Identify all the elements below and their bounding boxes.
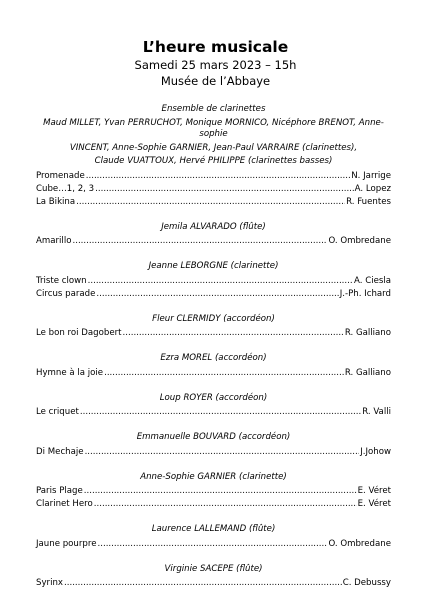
program-title: L’heure musicale	[142, 38, 289, 56]
piece-row	[36, 288, 391, 301]
piece-title: Le bon roi Dagobert	[36, 328, 122, 338]
piece-row	[36, 498, 391, 511]
dot-leader	[88, 275, 353, 288]
program-section	[36, 393, 391, 420]
piece-title: Syrinx	[36, 578, 63, 588]
program-header	[0, 38, 431, 89]
piece-title: Triste clown	[36, 275, 87, 286]
piece-row	[36, 485, 391, 498]
piece-composer: A. Lopez	[354, 183, 391, 194]
piece-title: Di Mechaje	[36, 446, 84, 457]
piece-composer: R. Galliano	[344, 367, 391, 378]
piece-composer: J.-Ph. Ichard	[339, 288, 391, 299]
dot-leader	[86, 170, 351, 183]
piece-composer: R. Galliano	[344, 328, 391, 338]
dot-leader	[96, 288, 338, 301]
dot-leader	[76, 196, 345, 209]
piece-composer: O. Ombredane	[328, 236, 391, 246]
piece-title: Promenade	[36, 170, 85, 181]
performer-line: Jeanne LEBORGNE (clarinette)	[148, 261, 279, 271]
piece-title: Circus parade	[36, 288, 96, 299]
event-date: Samedi 25 mars 2023 – 15h	[134, 58, 297, 72]
piece-row	[36, 183, 391, 196]
piece-row	[36, 367, 391, 380]
dot-leader	[85, 446, 360, 459]
piece-title: Amarillo	[36, 236, 72, 246]
piece-composer: N. Jarrige	[351, 170, 391, 181]
piece-composer: R. Fuentes	[346, 196, 391, 207]
piece-title: Jaune pourpre	[36, 538, 97, 549]
piece-row	[36, 275, 391, 288]
performer-line: Maud MILLET, Yvan PERRUCHOT, Monique MORNICO, Nicéphore BRENOT, Anne-sophie	[43, 117, 384, 139]
program-section	[36, 261, 391, 301]
performer-line: Emmanuelle BOUVARD (accordéon)	[136, 432, 291, 442]
program-section	[36, 104, 391, 209]
piece-title: Hymne à la joie	[36, 367, 104, 378]
performer-line: Loup ROYER (accordéon)	[159, 392, 268, 403]
piece-composer: E. Véret	[357, 499, 391, 509]
dot-leader	[123, 327, 344, 340]
dot-leader	[94, 498, 357, 511]
performer-line: Laurence LALLEMAND (flûte)	[151, 524, 276, 534]
dot-leader	[104, 367, 344, 380]
piece-composer: C. Debussy	[342, 578, 391, 588]
program-section	[36, 524, 391, 551]
performer-line: Virginie SACEPE (flûte)	[164, 563, 263, 574]
program-section	[36, 353, 391, 380]
piece-title: Clarinet Hero	[36, 499, 93, 509]
dot-leader	[64, 577, 342, 590]
piece-composer: E. Véret	[357, 486, 391, 496]
piece-composer: O. Ombredane	[328, 538, 391, 549]
piece-row	[36, 446, 391, 459]
dot-leader	[84, 485, 357, 498]
performer-line: Anne-Sophie GARNIER (clarinette)	[140, 471, 287, 482]
performer-line: VINCENT, Anne-Sophie GARNIER, Jean-Paul VARRAIRE (clarinettes),	[69, 142, 358, 153]
program-section	[36, 314, 391, 341]
dot-leader	[95, 183, 354, 196]
piece-row	[36, 327, 391, 340]
performer-line: Jemila ALVARADO (flûte)	[161, 221, 266, 232]
piece-row	[36, 406, 391, 419]
performer-line: Ensemble de clarinettes	[161, 104, 266, 114]
program-section	[36, 222, 391, 249]
performer-line: Ezra MOREL (accordéon)	[160, 353, 267, 363]
performer-line: Fleur CLERMIDY (accordéon)	[152, 313, 275, 324]
program-section	[36, 564, 391, 591]
piece-composer: J.Johow	[360, 446, 391, 457]
dot-leader	[80, 406, 361, 419]
performer-line: Claude VUATTOUX, Hervé PHILIPPE (clarinettes basses)	[94, 156, 333, 166]
piece-title: La Bikina	[36, 196, 76, 207]
piece-composer: R. Valli	[362, 407, 391, 417]
piece-title: Cube…1, 2, 3	[36, 183, 95, 194]
piece-row	[36, 538, 391, 551]
program-sections	[36, 104, 391, 603]
piece-title: Le criquet	[36, 407, 79, 417]
dot-leader	[72, 235, 327, 248]
event-venue: Musée de l’Abbaye	[160, 74, 271, 88]
dot-leader	[98, 538, 328, 551]
program-section	[36, 472, 391, 512]
piece-composer: A. Ciesla	[354, 275, 391, 286]
program-section	[36, 432, 391, 459]
piece-row	[36, 196, 391, 209]
piece-row	[36, 235, 391, 248]
piece-row	[36, 577, 391, 590]
piece-title: Paris Plage	[36, 486, 83, 496]
piece-row	[36, 170, 391, 183]
